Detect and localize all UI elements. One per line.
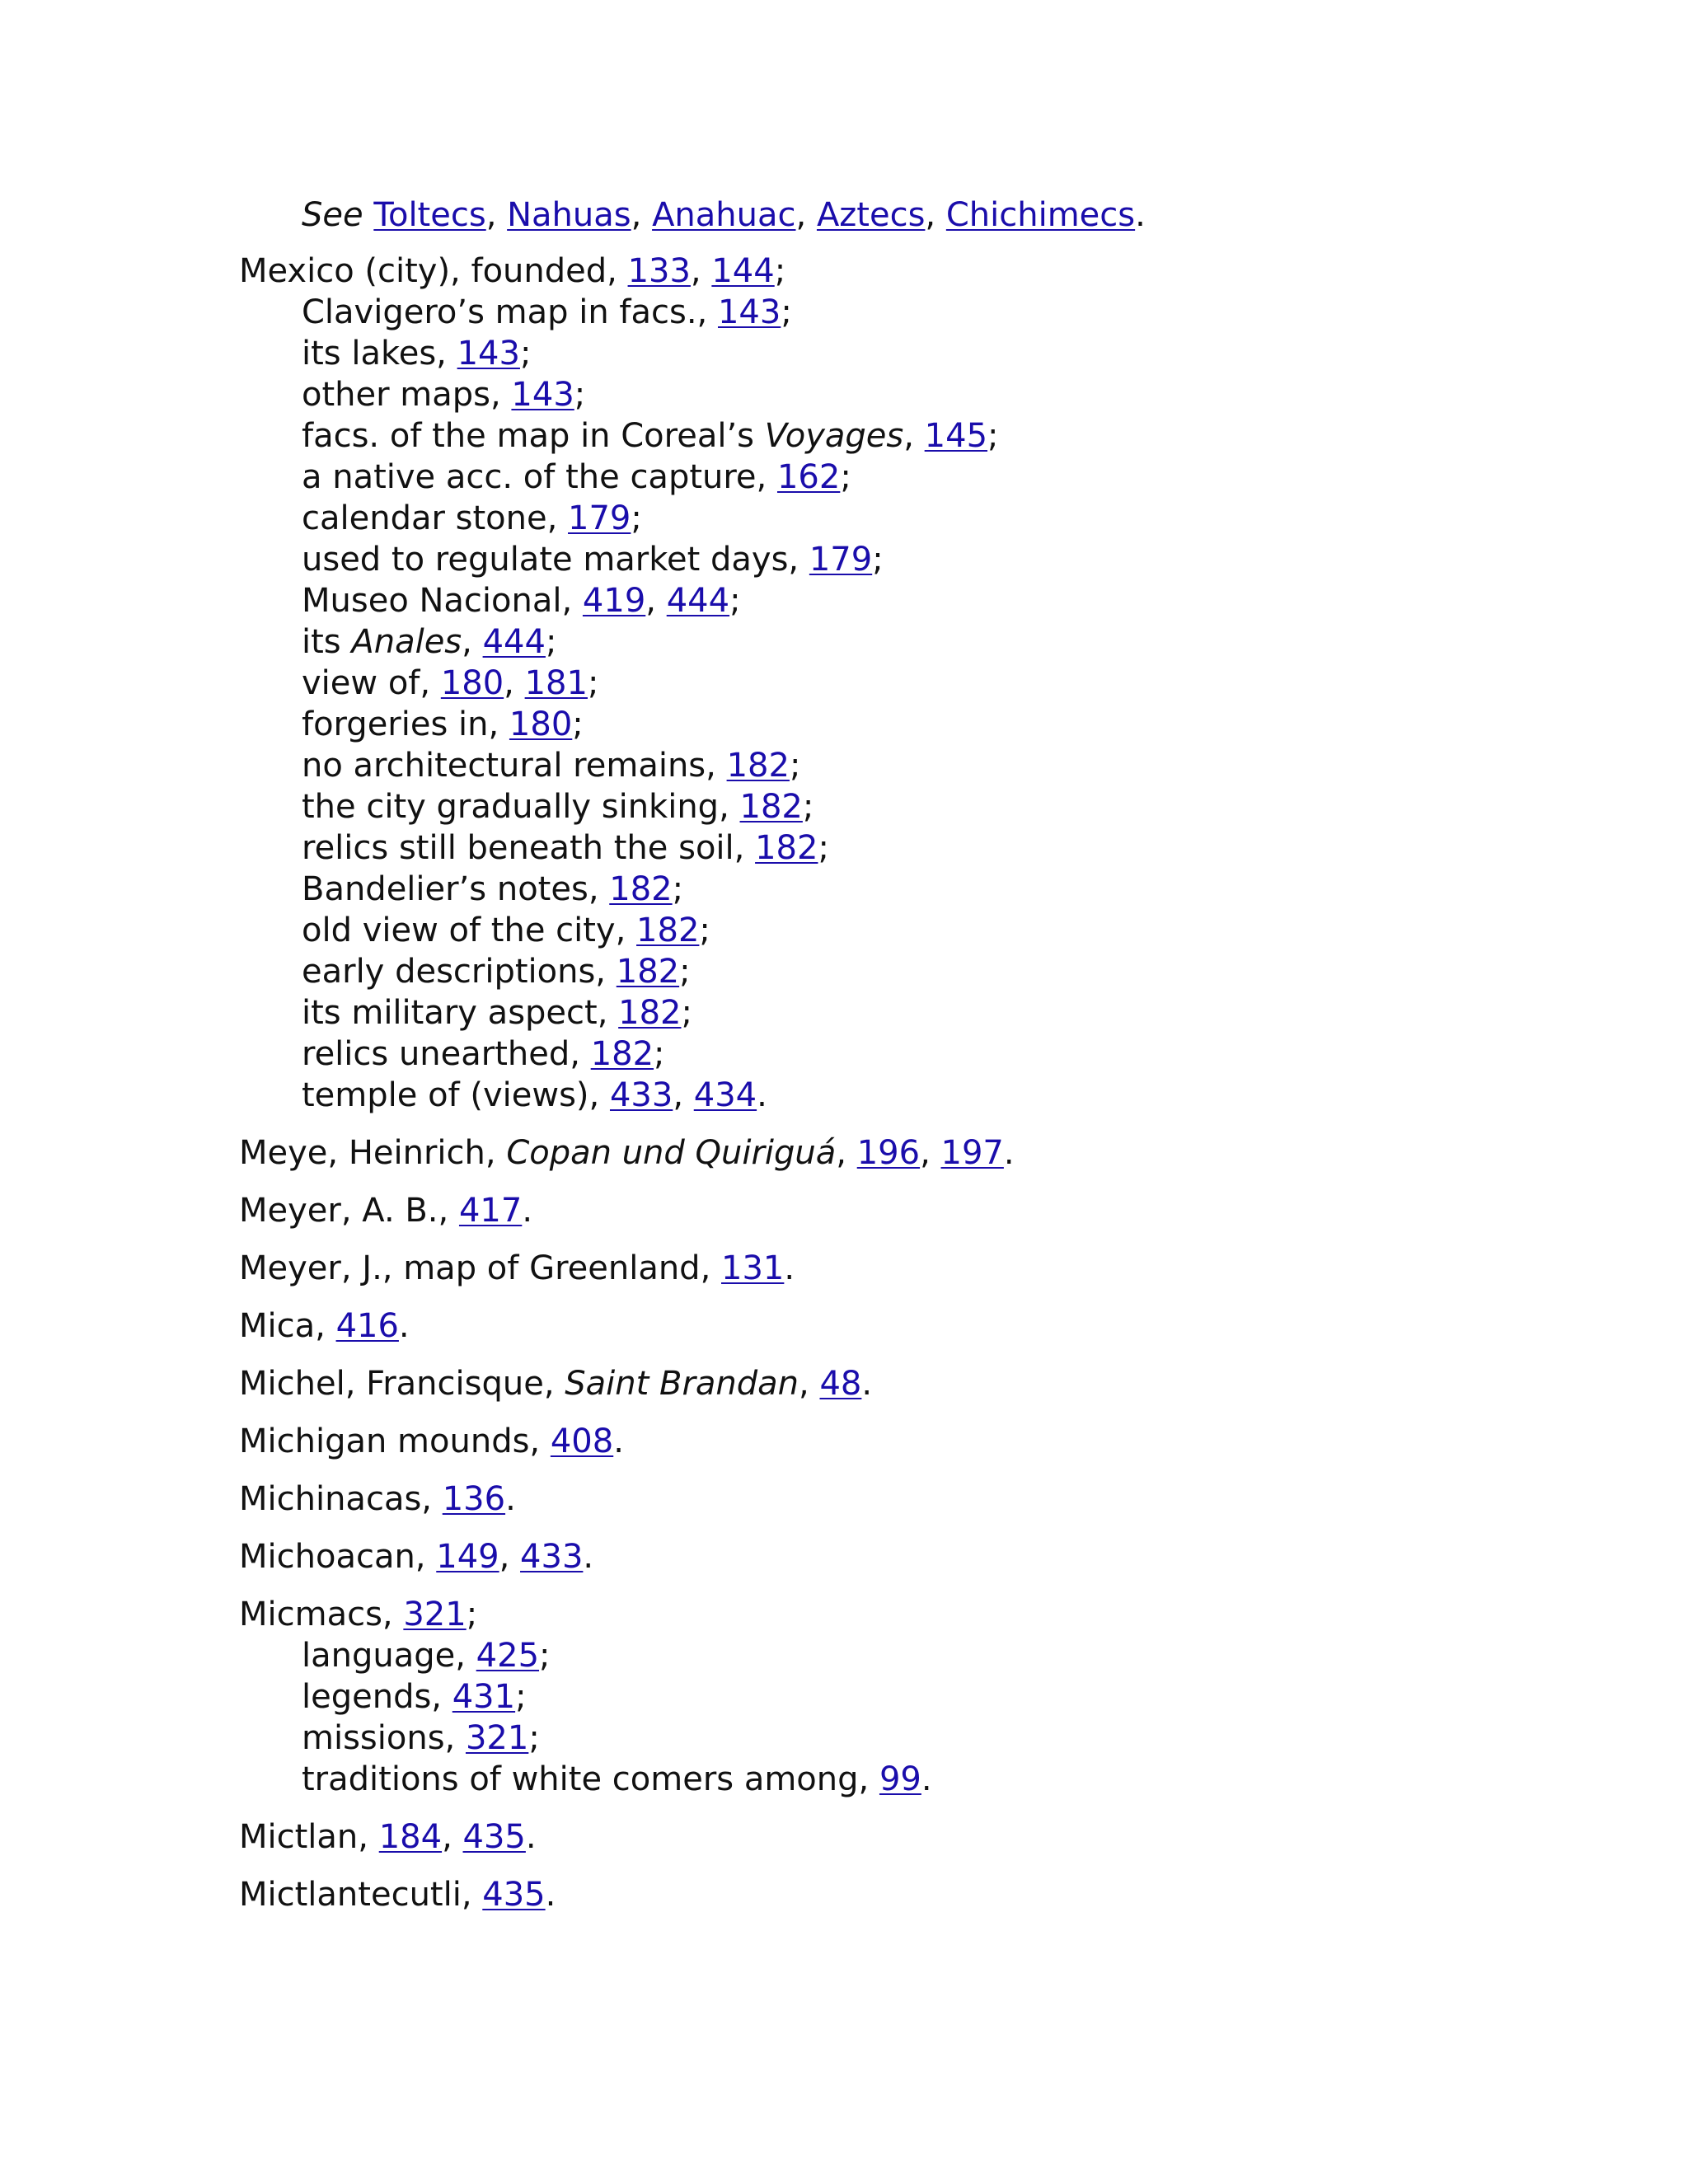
sub-entry-text: view of,: [302, 664, 441, 702]
page-ref-link[interactable]: 425: [476, 1637, 540, 1675]
entry-heading: Michigan mounds, 408.: [239, 1422, 624, 1460]
page-ref-link[interactable]: 99: [879, 1760, 921, 1798]
page-ref-link[interactable]: 143: [511, 376, 574, 414]
sub-entry: Bandelier’s notes, 182;: [302, 870, 684, 908]
entry-heading: Meyer, A. B., 417.: [239, 1192, 533, 1230]
page-ref-link[interactable]: 182: [755, 829, 818, 867]
entry-heading-text: Michigan mounds,: [239, 1422, 551, 1460]
index-entry: [239, 1536, 1640, 1577]
sub-entry-text: language,: [302, 1637, 476, 1675]
entry-title-italic: Copan und Quiriguá: [506, 1134, 837, 1172]
page-ref-link[interactable]: 136: [442, 1480, 506, 1518]
index-entry: [239, 1132, 1640, 1174]
sub-entry-text: legends,: [302, 1678, 452, 1716]
sub-entry-text: relics still beneath the soil,: [302, 829, 756, 867]
entry-heading-text: Michel, Francisque,: [239, 1365, 565, 1403]
sub-entry-text: old view of the city,: [302, 912, 637, 949]
index-entry: [239, 1363, 1640, 1404]
sub-entry: forgeries in, 180;: [302, 705, 584, 743]
page-ref-link[interactable]: 433: [520, 1538, 584, 1576]
sub-entry-text: its lakes,: [302, 335, 457, 373]
index-entry: [239, 251, 1640, 1116]
sub-entry-text: Clavigero’s map in facs.,: [302, 293, 718, 331]
page-ref-link[interactable]: 182: [739, 788, 803, 826]
sub-entry: Clavigero’s map in facs., 143;: [302, 293, 792, 331]
page-ref-link[interactable]: 419: [582, 582, 646, 620]
page-ref-link[interactable]: 182: [618, 994, 682, 1032]
page-ref-link[interactable]: 182: [590, 1035, 654, 1073]
sub-entry-text: temple of (views),: [302, 1076, 610, 1114]
sub-entry: relics unearthed, 182;: [302, 1035, 665, 1073]
page-ref-link[interactable]: 184: [378, 1818, 443, 1856]
index-entry: [239, 1479, 1640, 1520]
page-ref-link[interactable]: 417: [458, 1192, 523, 1230]
sub-entry: other maps, 143;: [302, 376, 586, 414]
entry-heading: Meye, Heinrich, Copan und Quiriguá, 196, 197.: [239, 1134, 1015, 1172]
sub-entry-text: facs. of the map in Coreal’s: [302, 417, 765, 455]
page-ref-link[interactable]: 131: [721, 1249, 785, 1287]
entry-heading-text: Mictlan,: [239, 1818, 379, 1856]
page-ref-link[interactable]: 321: [465, 1719, 529, 1757]
sub-entry-text: early descriptions,: [302, 953, 617, 991]
see-also-link[interactable]: Nahuas: [507, 196, 631, 234]
sub-entry-text: relics unearthed,: [302, 1035, 591, 1073]
entry-heading-text: Meye, Heinrich,: [239, 1134, 507, 1172]
index-entry: [239, 1421, 1640, 1462]
page-ref-link[interactable]: 182: [609, 870, 673, 908]
entry-heading: Michel, Francisque, Saint Brandan, 48.: [239, 1365, 873, 1403]
sub-entry: calendar stone, 179;: [302, 499, 642, 537]
sub-entry-text: calendar stone,: [302, 499, 569, 537]
index-entry: [239, 1305, 1640, 1347]
page-ref-link[interactable]: 416: [335, 1307, 399, 1345]
sub-entry-text: traditions of white comers among,: [302, 1760, 879, 1798]
sub-entry: its Anales, 444;: [302, 623, 557, 661]
sub-entry: relics still beneath the soil, 182;: [302, 829, 829, 867]
page-ref-link[interactable]: 197: [940, 1134, 1004, 1172]
entry-heading: Mictlan, 184, 435.: [239, 1818, 537, 1856]
sub-entry: the city gradually sinking, 182;: [302, 788, 814, 826]
sub-entry-text: Museo Nacional,: [302, 582, 583, 620]
see-also-line: See Toltecs, Nahuas, Anahuac, Aztecs, Chichimecs.: [302, 196, 1146, 234]
sub-entry-text: its military aspect,: [302, 994, 619, 1032]
see-also-link[interactable]: Aztecs: [816, 196, 926, 234]
sub-entry: missions, 321;: [302, 1719, 540, 1757]
sub-entry: facs. of the map in Coreal’s Voyages, 145;: [302, 417, 999, 455]
page-ref-link[interactable]: 180: [440, 664, 504, 702]
entry-title-italic: Saint Brandan: [565, 1365, 799, 1403]
entry-heading-text: Michoacan,: [239, 1538, 437, 1576]
entry-heading-text: Michinacas,: [239, 1480, 443, 1518]
sub-entry: used to regulate market days, 179;: [302, 541, 884, 579]
sub-entry: traditions of white comers among, 99.: [302, 1760, 932, 1798]
entry-heading: Meyer, J., map of Greenland, 131.: [239, 1249, 795, 1287]
index-entry: [239, 1248, 1640, 1289]
page-ref-link[interactable]: 321: [403, 1596, 467, 1633]
sub-entry: temple of (views), 433, 434.: [302, 1076, 767, 1114]
entry-heading: Mica, 416.: [239, 1307, 410, 1345]
sub-entry: language, 425;: [302, 1637, 551, 1675]
see-label: See: [302, 196, 363, 234]
index-entry: [239, 1874, 1640, 1915]
sub-entry-text: forgeries in,: [302, 705, 509, 743]
page-ref-link[interactable]: 144: [711, 252, 775, 290]
index-entry: [239, 1190, 1640, 1231]
see-also-link[interactable]: Anahuac: [652, 196, 796, 234]
entry-heading-text: Mictlantecutli,: [239, 1876, 483, 1914]
entry-heading-text: Mexico (city), founded,: [239, 252, 628, 290]
page-ref-link[interactable]: 181: [524, 664, 588, 702]
page-ref-link[interactable]: 162: [776, 458, 841, 496]
page-ref-link[interactable]: 444: [666, 582, 730, 620]
page-ref-link[interactable]: 180: [509, 705, 573, 743]
page-ref-link[interactable]: 444: [482, 623, 546, 661]
page-ref-link[interactable]: 182: [616, 953, 680, 991]
sub-entry-text: the city gradually sinking,: [302, 788, 740, 826]
entry-heading-after: ,: [799, 1365, 820, 1403]
index-entry: [239, 1594, 1640, 1800]
page-ref-link[interactable]: 48: [819, 1365, 862, 1403]
page-ref-link[interactable]: 143: [717, 293, 781, 331]
page-ref-link[interactable]: 435: [462, 1818, 526, 1856]
sub-entry-text: used to regulate market days,: [302, 541, 809, 579]
see-also-link[interactable]: Chichimecs: [945, 196, 1136, 234]
sub-entry: legends, 431;: [302, 1678, 527, 1716]
entry-heading-after: ,: [836, 1134, 857, 1172]
sub-entry-title-italic: Anales: [351, 623, 462, 661]
sub-entry: its lakes, 143;: [302, 335, 532, 373]
page-ref-link[interactable]: 435: [482, 1876, 546, 1914]
page-ref-link[interactable]: 182: [636, 912, 700, 949]
page-ref-link[interactable]: 179: [809, 541, 873, 579]
index-entry: [239, 1816, 1640, 1858]
sub-entry: view of, 180, 181;: [302, 664, 599, 702]
page-ref-link[interactable]: 149: [436, 1538, 499, 1576]
index-page: [239, 194, 1640, 1932]
entry-heading-text: Meyer, A. B.,: [239, 1192, 459, 1230]
sub-entry-text: Bandelier’s notes,: [302, 870, 610, 908]
see-also-entry: [239, 194, 1640, 236]
sub-entry-title-italic: Voyages: [764, 417, 904, 455]
sub-entry: a native acc. of the capture, 162;: [302, 458, 851, 496]
entry-heading-text: Meyer, J., map of Greenland,: [239, 1249, 721, 1287]
page-ref-link[interactable]: 408: [550, 1422, 614, 1460]
page-ref-link[interactable]: 145: [924, 417, 988, 455]
page-ref-link[interactable]: 133: [627, 252, 691, 290]
entry-heading: Mictlantecutli, 435.: [239, 1876, 556, 1914]
page-ref-link[interactable]: 434: [693, 1076, 757, 1114]
sub-entry-text: other maps,: [302, 376, 512, 414]
entry-heading: Mexico (city), founded, 133, 144;: [239, 252, 786, 290]
entry-heading: Michoacan, 149, 433.: [239, 1538, 594, 1576]
page-ref-link[interactable]: 143: [457, 335, 520, 373]
sub-entry: Museo Nacional, 419, 444;: [302, 582, 741, 620]
sub-entry: early descriptions, 182;: [302, 953, 691, 991]
sub-entry-after: ,: [903, 417, 925, 455]
see-also-link[interactable]: Toltecs: [373, 196, 486, 234]
page-ref-link[interactable]: 179: [568, 499, 631, 537]
sub-entry: old view of the city, 182;: [302, 912, 710, 949]
entry-heading-text: Mica,: [239, 1307, 336, 1345]
page-ref-link[interactable]: 431: [452, 1678, 516, 1716]
sub-entry-text: missions,: [302, 1719, 466, 1757]
entry-heading: Michinacas, 136.: [239, 1480, 516, 1518]
sub-entry-text: a native acc. of the capture,: [302, 458, 777, 496]
page-ref-link[interactable]: 182: [726, 747, 790, 785]
entry-heading: Micmacs, 321;: [239, 1596, 478, 1633]
page-ref-link[interactable]: 196: [856, 1134, 921, 1172]
sub-entry-text: no architectural remains,: [302, 747, 727, 785]
page-ref-link[interactable]: 433: [609, 1076, 673, 1114]
sub-entry: its military aspect, 182;: [302, 994, 692, 1032]
sub-entry: no architectural remains, 182;: [302, 747, 801, 785]
entry-heading-text: Micmacs,: [239, 1596, 404, 1633]
sub-entry-text: its: [302, 623, 352, 661]
sub-entry-after: ,: [462, 623, 483, 661]
